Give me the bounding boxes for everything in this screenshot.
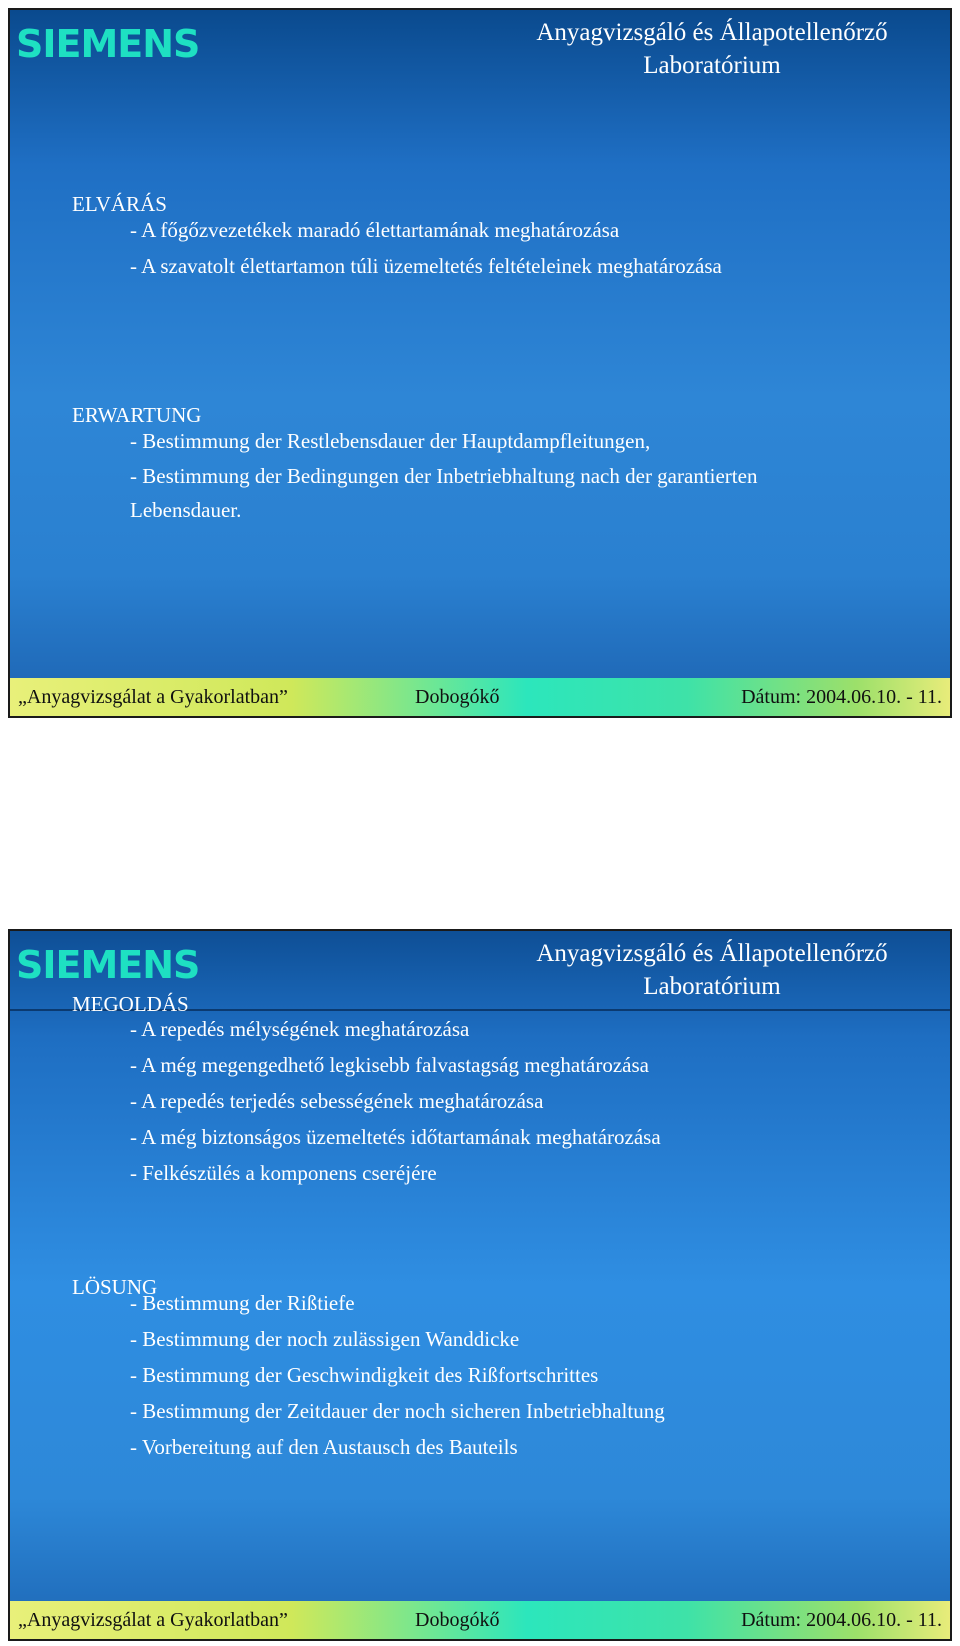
list-item: - A főgőzvezetékek maradó élettartamának meghatározása [130, 218, 620, 242]
footer-location: Dobogókő [415, 686, 500, 708]
slide-1 [8, 8, 952, 718]
list-item: - Bestimmung der Restlebensdauer der Hauptdampfleitungen, [130, 429, 651, 453]
lab-title-line2: Laboratórium [643, 52, 781, 79]
list-erwartung [130, 423, 850, 527]
section-heading-megoldas: MEGOLDÁS [72, 992, 189, 1016]
section-heading-erwartung: ERWARTUNG [72, 403, 202, 427]
lab-title [502, 16, 922, 82]
list-item: - Bestimmung der Bedingungen der Inbetriebhaltung nach der garantierten Lebensdauer. [130, 464, 758, 522]
slide-footer [10, 678, 950, 716]
list-item: - A repedés terjedés sebességének meghatározása [130, 1089, 544, 1113]
list-item: - A repedés mélységének meghatározása [130, 1017, 470, 1041]
lab-title-line1: Anyagvizsgáló és Állapotellenőrző [536, 940, 888, 967]
slide-2 [8, 929, 952, 1641]
siemens-logo: SIEMENS [16, 22, 200, 66]
section-heading-losung: LÖSUNG [72, 1275, 158, 1299]
list-item: - Bestimmung der Rißtiefe [130, 1291, 355, 1315]
section-heading-elvaras: ELVÁRÁS [72, 192, 167, 216]
list-item: - A még biztonságos üzemeltetés időtartamának meghatározása [130, 1125, 661, 1149]
list-losung [130, 1285, 665, 1465]
lab-title-line2: Laboratórium [643, 973, 781, 1000]
list-item: - Felkészülés a komponens cseréjére [130, 1161, 437, 1185]
list-item: - Vorbereitung auf den Austausch des Bauteils [130, 1435, 518, 1459]
list-megoldas [130, 1011, 661, 1191]
lab-title-line1: Anyagvizsgáló és Állapotellenőrző [536, 19, 888, 46]
lab-title [502, 937, 922, 1003]
footer-event-title: „Anyagvizsgálat a Gyakorlatban” [18, 686, 288, 708]
footer-date: Dátum: 2004.06.10. - 11. [741, 686, 942, 708]
list-elvaras [130, 212, 722, 284]
footer-location: Dobogókő [415, 1609, 500, 1631]
list-item: - A még megengedhető legkisebb falvastagság meghatározása [130, 1053, 649, 1077]
list-item: - Bestimmung der Zeitdauer der noch sicheren Inbetriebhaltung [130, 1399, 665, 1423]
footer-date: Dátum: 2004.06.10. - 11. [741, 1609, 942, 1631]
siemens-logo: SIEMENS [16, 943, 200, 987]
slide-footer [10, 1601, 950, 1639]
list-item: - Bestimmung der noch zulässigen Wanddicke [130, 1327, 520, 1351]
list-item: - Bestimmung der Geschwindigkeit des Rißfortschrittes [130, 1363, 599, 1387]
list-item: - A szavatolt élettartamon túli üzemeltetés feltételeinek meghatározása [130, 254, 722, 278]
footer-event-title: „Anyagvizsgálat a Gyakorlatban” [18, 1609, 288, 1631]
